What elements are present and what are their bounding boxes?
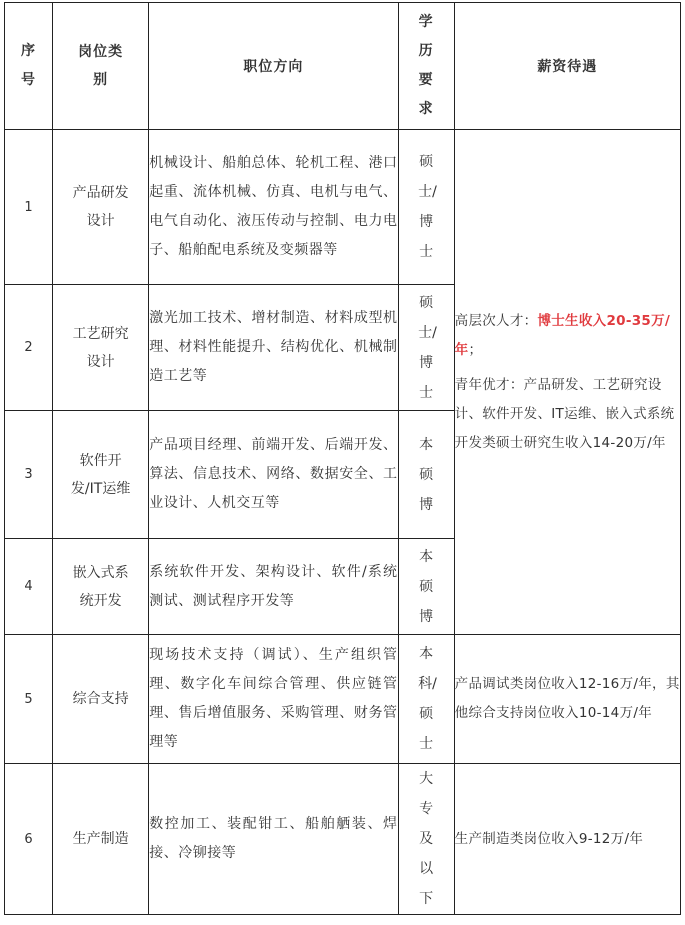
salary-high-level xyxy=(455,307,680,365)
header-direction: 职位方向 xyxy=(149,3,398,130)
row-category: 生产制造 xyxy=(53,764,149,915)
header-salary: 薪资待遇 xyxy=(454,3,680,130)
row-category: 工艺研究设计 xyxy=(53,285,149,411)
row-index: 2 xyxy=(5,285,53,411)
row-index: 3 xyxy=(5,411,53,539)
row-direction: 现场技术支持（调试）、生产组织管理、数字化车间综合管理、供应链管理、售后增值服务、采购管理、财务管理等 xyxy=(149,635,398,764)
row-education: 大专及以下 xyxy=(398,764,454,915)
salary-high-prefix: 高层次人才： xyxy=(454,312,538,329)
job-table xyxy=(4,2,681,915)
row-category: 综合支持 xyxy=(53,635,149,764)
salary-cell-support: 产品调试类岗位收入12-16万/年，其他综合支持岗位收入10-14万/年 xyxy=(454,635,680,764)
row-education: 本硕博 xyxy=(398,411,454,539)
header-index: 序号 xyxy=(5,3,53,130)
row-education: 本硕博 xyxy=(398,539,454,635)
row-direction: 产品项目经理、前端开发、后端开发、算法、信息技术、网络、数据安全、工业设计、人机交互等 xyxy=(149,411,398,539)
row-education: 本科/硕士 xyxy=(398,635,454,764)
row-education: 硕士/博士 xyxy=(398,130,454,285)
header-category: 岗位类别 xyxy=(53,3,149,130)
row-index: 5 xyxy=(5,635,53,764)
row-education: 硕士/博士 xyxy=(398,285,454,411)
row-direction: 数控加工、装配钳工、船舶舾装、焊接、冷铆接等 xyxy=(149,764,398,915)
table-header-row xyxy=(5,3,681,130)
salary-high-suffix: ； xyxy=(468,341,483,358)
salary-cell-production: 生产制造类岗位收入9-12万/年 xyxy=(454,764,680,915)
row-category: 产品研发设计 xyxy=(53,130,149,285)
table-row xyxy=(5,635,681,764)
header-education: 学历要求 xyxy=(398,3,454,130)
row-index: 4 xyxy=(5,539,53,635)
row-direction: 系统软件开发、架构设计、软件/系统测试、测试程序开发等 xyxy=(149,539,398,635)
row-category: 嵌入式系统开发 xyxy=(53,539,149,635)
row-category: 软件开发/IT运维 xyxy=(53,411,149,539)
table-row xyxy=(5,130,681,285)
salary-youth: 青年优才：产品研发、工艺研究设计、软件开发、IT运维、嵌入式系统开发类硕士研究生收入14-20万/年 xyxy=(454,376,675,451)
row-index: 1 xyxy=(5,130,53,285)
salary-high-highlight: 博士生收入20-35万/年 xyxy=(454,312,671,358)
row-direction: 机械设计、船舶总体、轮机工程、港口起重、流体机械、仿真、电机与电气、电气自动化、液压传动与控制、电力电子、船舶配电系统及变频器等 xyxy=(149,130,398,285)
row-index: 6 xyxy=(5,764,53,915)
table-row xyxy=(5,764,681,915)
row-direction: 激光加工技术、增材制造、材料成型机理、材料性能提升、结构优化、机械制造工艺等 xyxy=(149,285,398,411)
salary-cell-rd xyxy=(454,130,680,635)
